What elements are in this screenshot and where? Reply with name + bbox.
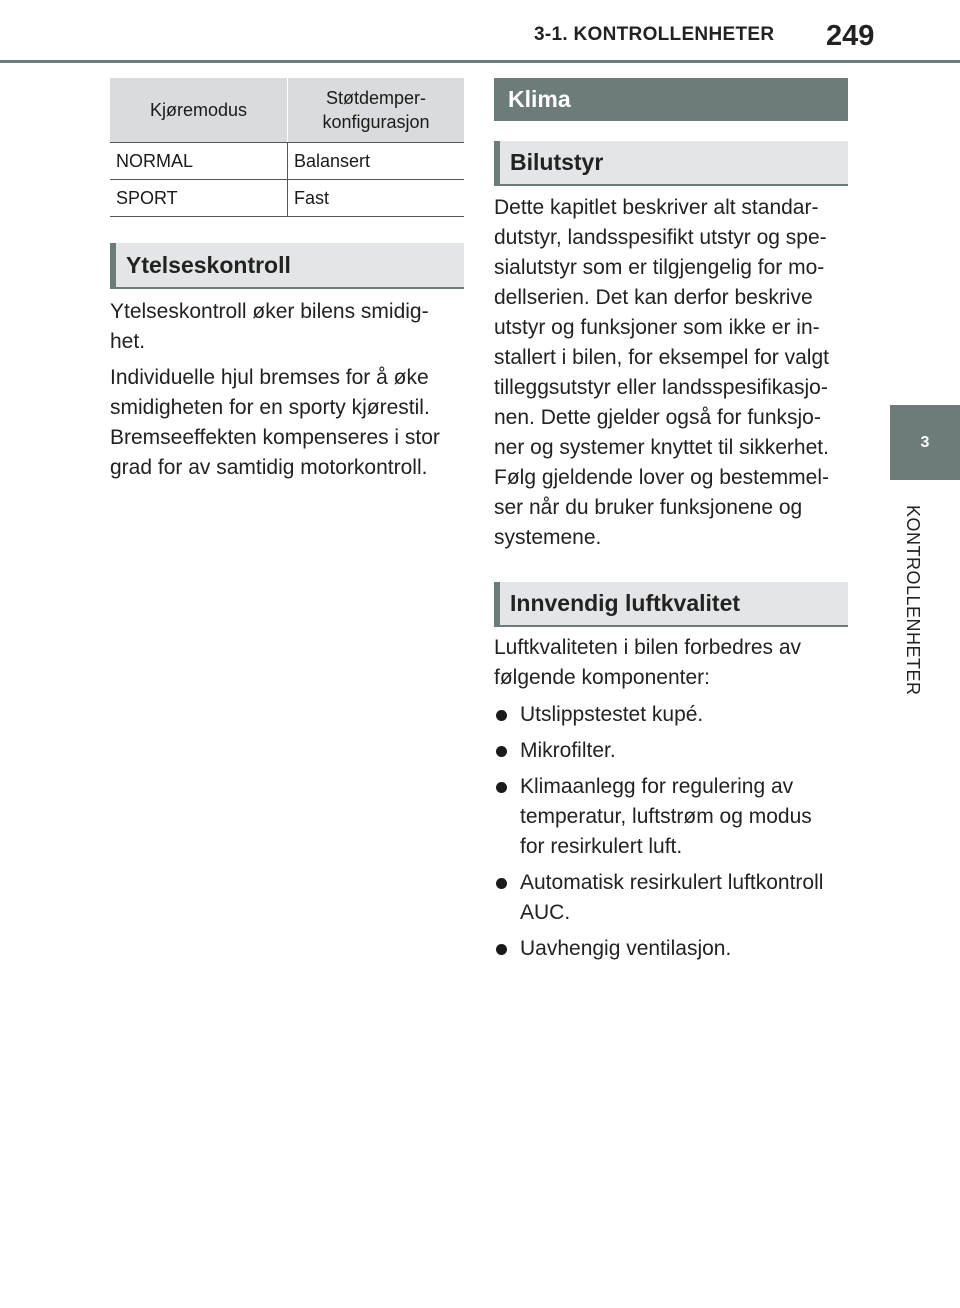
list-item-text: Klimaanlegg for regulering av temperatur, luftstrøm og modus for resirkulert luft.	[520, 775, 812, 858]
list-item-text: Automatisk resirkulert luftkontroll AUC.	[520, 871, 824, 924]
chapter-tab	[890, 405, 960, 480]
paragraph: Dette kapitlet beskriver alt standar- dutstyr, landsspesifikt utstyr og spe- sialutstyr som er tilgjengelig for mo- dellserien. Det kan derfor beskrive utstyr og funksjoner som ikke er in- stallert i bilen, for eksempel for valgt tilleggsutstyr eller landsspesifikasjo- nen. Dette gjelder også for funksjo- ner og systemer knyttet til sikkerhet. Følg gjeldende lover og bestemmel- ser når du bruker funksjonene og systemene.	[494, 196, 829, 549]
list-item-text: Uavhengig ventilasjon.	[520, 937, 732, 960]
table-cell: Balansert	[288, 143, 465, 180]
table-row	[110, 143, 464, 180]
list-item	[494, 700, 854, 730]
table-header-row	[110, 78, 464, 143]
table-cell: Fast	[288, 180, 465, 217]
chapter-label: KONTROLLENHETER	[903, 505, 923, 696]
damper-config-table	[110, 78, 464, 217]
chapter-heading-klima: Klima	[494, 78, 848, 121]
list-item	[494, 934, 854, 964]
paragraph: Individuelle hjul bremses for å øke smidigheten for en sporty kjørestil. Bremseeffekten kompenseres i stor grad for av samtidig motorkontroll.	[110, 366, 440, 479]
bullet-icon	[496, 746, 507, 757]
component-list	[494, 700, 854, 970]
table-cell: SPORT	[110, 180, 288, 217]
section-heading-luftkvalitet: Innvendig luftkvalitet	[494, 582, 848, 627]
section-heading-ytelseskontroll: Ytelseskontroll	[110, 243, 464, 289]
section-heading-bilutstyr: Bilutstyr	[494, 141, 848, 186]
list-item-text: Utslippstestet kupé.	[520, 703, 704, 726]
bullet-icon	[496, 782, 507, 793]
paragraph: Luftkvaliteten i bilen forbedres av følgende komponenter:	[494, 636, 802, 689]
bullet-icon	[496, 944, 507, 955]
bullet-icon	[496, 878, 507, 889]
list-item	[494, 772, 854, 862]
header-divider	[0, 60, 960, 63]
bullet-icon	[496, 710, 507, 721]
column-header: Kjøremodus	[110, 78, 288, 143]
page-number: 249	[826, 20, 875, 52]
list-item	[494, 868, 854, 928]
column-header: Støtdemper- konfigurasjon	[288, 78, 465, 143]
table-row	[110, 180, 464, 217]
section-title: 3-1. KONTROLLENHETER	[534, 24, 775, 45]
chapter-number: 3	[920, 433, 930, 451]
list-item-text: Mikrofilter.	[520, 739, 616, 762]
table-cell: NORMAL	[110, 143, 288, 180]
paragraph: Ytelseskontroll øker bilens smidig- het.	[110, 300, 429, 353]
list-item	[494, 736, 854, 766]
